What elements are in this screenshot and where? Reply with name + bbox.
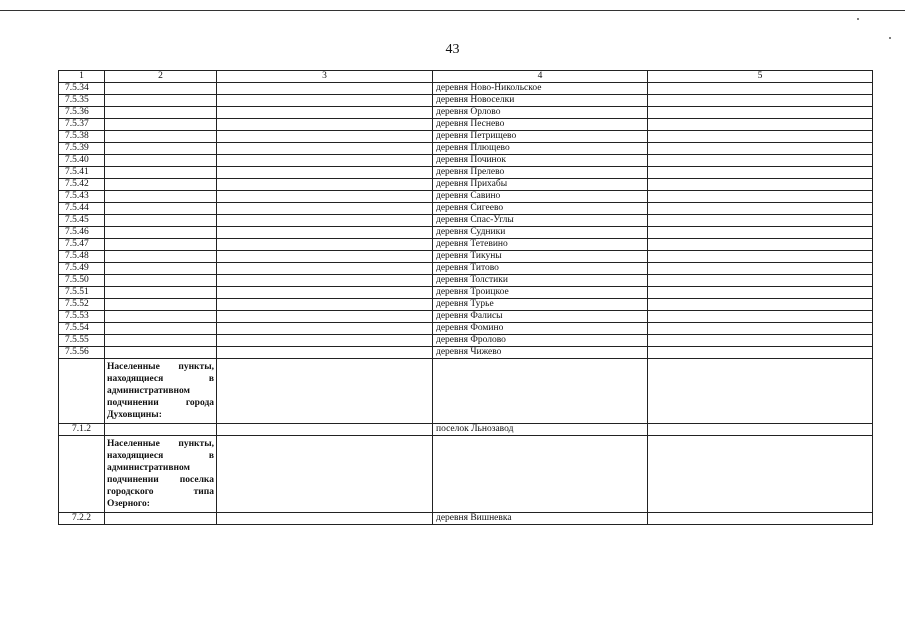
empty-cell — [217, 191, 433, 203]
table-row — [59, 191, 873, 203]
settlement-name: деревня Спас-Углы — [433, 215, 648, 227]
empty-cell — [105, 239, 217, 251]
empty-cell — [648, 299, 873, 311]
table-row — [59, 335, 873, 347]
empty-cell — [648, 251, 873, 263]
empty-cell — [648, 191, 873, 203]
empty-cell — [217, 179, 433, 191]
empty-cell — [105, 203, 217, 215]
empty-cell — [217, 203, 433, 215]
empty-cell — [217, 107, 433, 119]
empty-cell — [217, 239, 433, 251]
table-row — [59, 287, 873, 299]
settlement-name: деревня Фомино — [433, 323, 648, 335]
empty-cell — [648, 107, 873, 119]
empty-cell — [105, 299, 217, 311]
empty-cell — [648, 167, 873, 179]
empty-cell — [59, 436, 105, 513]
scan-speck — [857, 18, 859, 20]
column-header: 5 — [648, 71, 873, 83]
empty-cell — [217, 424, 433, 436]
empty-cell — [217, 155, 433, 167]
empty-cell — [217, 275, 433, 287]
row-number: 7.5.40 — [59, 155, 105, 167]
empty-cell — [105, 131, 217, 143]
group-heading: Населенные пункты, находящиеся в административном подчинении поселка городского типа Озерного: — [105, 436, 217, 513]
empty-cell — [217, 513, 433, 525]
empty-cell — [648, 275, 873, 287]
empty-cell — [433, 359, 648, 424]
table-row — [59, 83, 873, 95]
row-number: 7.5.55 — [59, 335, 105, 347]
settlement-name: деревня Сигеево — [433, 203, 648, 215]
empty-cell — [648, 83, 873, 95]
row-number: 7.5.45 — [59, 215, 105, 227]
settlement-name: деревня Троицкое — [433, 287, 648, 299]
settlement-name: деревня Ново-Никольское — [433, 83, 648, 95]
empty-cell — [433, 436, 648, 513]
empty-cell — [217, 436, 433, 513]
empty-cell — [105, 179, 217, 191]
table-row — [59, 155, 873, 167]
empty-cell — [105, 119, 217, 131]
row-number: 7.5.36 — [59, 107, 105, 119]
empty-cell — [648, 239, 873, 251]
empty-cell — [105, 335, 217, 347]
empty-cell — [105, 155, 217, 167]
empty-cell — [648, 263, 873, 275]
table-row — [59, 275, 873, 287]
empty-cell — [648, 359, 873, 424]
empty-cell — [105, 143, 217, 155]
empty-cell — [105, 513, 217, 525]
row-number: 7.5.52 — [59, 299, 105, 311]
empty-cell — [217, 227, 433, 239]
settlement-name: деревня Новоселки — [433, 95, 648, 107]
table-row — [59, 227, 873, 239]
settlement-name: деревня Орлово — [433, 107, 648, 119]
row-number: 7.5.42 — [59, 179, 105, 191]
settlement-name: деревня Прихабы — [433, 179, 648, 191]
empty-cell — [217, 299, 433, 311]
settlement-name: деревня Плющево — [433, 143, 648, 155]
row-number: 7.5.56 — [59, 347, 105, 359]
row-number: 7.5.44 — [59, 203, 105, 215]
empty-cell — [105, 424, 217, 436]
row-number: 7.5.54 — [59, 323, 105, 335]
table-row — [59, 167, 873, 179]
empty-cell — [217, 335, 433, 347]
table-row — [59, 119, 873, 131]
group-heading-row — [59, 359, 873, 424]
settlement-name: деревня Прелево — [433, 167, 648, 179]
empty-cell — [648, 424, 873, 436]
empty-cell — [105, 227, 217, 239]
empty-cell — [105, 323, 217, 335]
column-header: 4 — [433, 71, 648, 83]
empty-cell — [217, 263, 433, 275]
table-row — [59, 513, 873, 525]
row-number: 7.5.43 — [59, 191, 105, 203]
empty-cell — [105, 251, 217, 263]
header-row — [59, 71, 873, 83]
scan-speck — [889, 37, 891, 39]
empty-cell — [648, 347, 873, 359]
empty-cell — [217, 311, 433, 323]
empty-cell — [217, 323, 433, 335]
column-header: 2 — [105, 71, 217, 83]
table-row — [59, 311, 873, 323]
empty-cell — [648, 311, 873, 323]
empty-cell — [217, 119, 433, 131]
empty-cell — [217, 95, 433, 107]
empty-cell — [105, 263, 217, 275]
empty-cell — [648, 95, 873, 107]
column-header: 1 — [59, 71, 105, 83]
empty-cell — [217, 215, 433, 227]
empty-cell — [648, 155, 873, 167]
empty-cell — [217, 83, 433, 95]
row-number: 7.1.2 — [59, 424, 105, 436]
row-number: 7.5.38 — [59, 131, 105, 143]
empty-cell — [217, 251, 433, 263]
empty-cell — [648, 203, 873, 215]
row-number: 7.5.51 — [59, 287, 105, 299]
settlement-name: деревня Вишневка — [433, 513, 648, 525]
table-row — [59, 215, 873, 227]
row-number: 7.5.39 — [59, 143, 105, 155]
row-number: 7.5.41 — [59, 167, 105, 179]
empty-cell — [105, 215, 217, 227]
empty-cell — [648, 287, 873, 299]
settlement-name: деревня Тикуны — [433, 251, 648, 263]
row-number: 7.5.34 — [59, 83, 105, 95]
table-row — [59, 299, 873, 311]
empty-cell — [648, 119, 873, 131]
empty-cell — [217, 359, 433, 424]
empty-cell — [648, 215, 873, 227]
table-row — [59, 263, 873, 275]
settlement-name: деревня Турье — [433, 299, 648, 311]
empty-cell — [217, 287, 433, 299]
empty-cell — [105, 287, 217, 299]
row-number: 7.5.47 — [59, 239, 105, 251]
table-row — [59, 107, 873, 119]
empty-cell — [105, 83, 217, 95]
settlement-name: деревня Судники — [433, 227, 648, 239]
settlement-name: деревня Толстики — [433, 275, 648, 287]
empty-cell — [648, 335, 873, 347]
empty-cell — [648, 179, 873, 191]
empty-cell — [217, 167, 433, 179]
empty-cell — [648, 436, 873, 513]
table-row — [59, 239, 873, 251]
row-number: 7.5.49 — [59, 263, 105, 275]
empty-cell — [217, 143, 433, 155]
settlement-name: деревня Песнево — [433, 119, 648, 131]
empty-cell — [59, 359, 105, 424]
settlement-name: поселок Льнозавод — [433, 424, 648, 436]
row-number: 7.5.50 — [59, 275, 105, 287]
empty-cell — [105, 167, 217, 179]
empty-cell — [217, 131, 433, 143]
row-number: 7.2.2 — [59, 513, 105, 525]
settlement-name: деревня Петрищево — [433, 131, 648, 143]
table-row — [59, 179, 873, 191]
table-row — [59, 347, 873, 359]
settlement-name: деревня Фалисы — [433, 311, 648, 323]
column-header: 3 — [217, 71, 433, 83]
table-row — [59, 323, 873, 335]
empty-cell — [648, 227, 873, 239]
empty-cell — [648, 323, 873, 335]
empty-cell — [648, 513, 873, 525]
row-number: 7.5.46 — [59, 227, 105, 239]
table-row — [59, 203, 873, 215]
empty-cell — [105, 275, 217, 287]
settlement-name: деревня Тетевино — [433, 239, 648, 251]
settlement-name: деревня Починок — [433, 155, 648, 167]
page-number: 43 — [445, 42, 460, 57]
settlement-name: деревня Чижево — [433, 347, 648, 359]
empty-cell — [648, 143, 873, 155]
table-row — [59, 251, 873, 263]
settlements-table — [58, 70, 873, 525]
page-top-edge — [0, 10, 905, 11]
row-number: 7.5.35 — [59, 95, 105, 107]
empty-cell — [105, 311, 217, 323]
table-row — [59, 424, 873, 436]
table-row — [59, 143, 873, 155]
table-row — [59, 131, 873, 143]
empty-cell — [105, 95, 217, 107]
group-heading: Населенные пункты, находящиеся в административном подчинении города Духовщины: — [105, 359, 217, 424]
group-heading-row — [59, 436, 873, 513]
row-number: 7.5.37 — [59, 119, 105, 131]
empty-cell — [217, 347, 433, 359]
settlement-name: деревня Фролово — [433, 335, 648, 347]
empty-cell — [105, 347, 217, 359]
row-number: 7.5.53 — [59, 311, 105, 323]
row-number: 7.5.48 — [59, 251, 105, 263]
empty-cell — [648, 131, 873, 143]
empty-cell — [105, 191, 217, 203]
settlement-name: деревня Савино — [433, 191, 648, 203]
settlement-name: деревня Титово — [433, 263, 648, 275]
table-row — [59, 95, 873, 107]
empty-cell — [105, 107, 217, 119]
